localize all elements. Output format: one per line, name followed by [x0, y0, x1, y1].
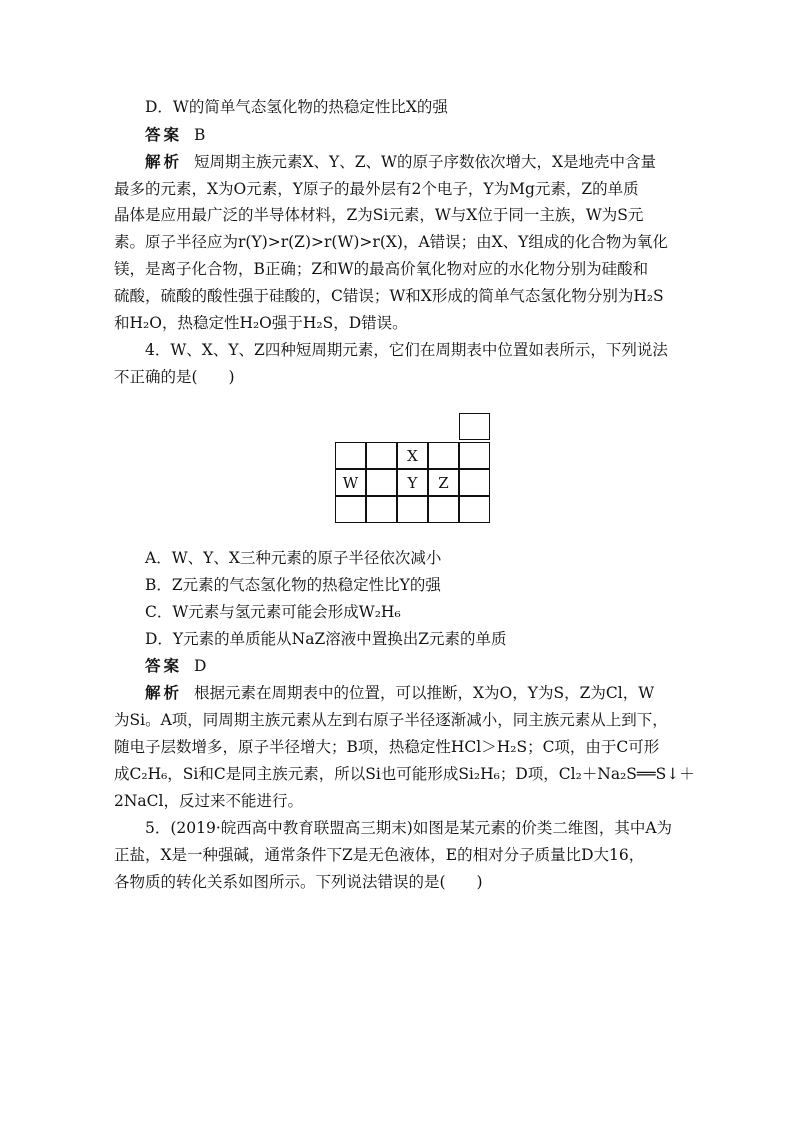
- table-cell: [459, 496, 490, 523]
- question-5-line-1: 5．(2019·皖西高中教育联盟高三期末)如图是某元素的价类二维图，其中A为: [145, 819, 673, 837]
- question-5-line-3: 各物质的转化关系如图所示。下列说法错误的是( ): [114, 873, 483, 891]
- explanation-line-7: 和H₂O，热稳定性H₂O强于H₂S，D错误。: [114, 314, 408, 332]
- explanation-line-4: 素。原子半径应为r(Y)>r(Z)>r(W)>r(X)，A错误；由X、Y组成的化合物为氧化: [114, 233, 668, 251]
- explanation-line-2: 最多的元素，X为O元素，Y原子的最外层有2个电子，Y为Mg元素，Z的单质: [114, 180, 639, 198]
- explanation2-line-5: 2NaCl，反过来不能进行。: [114, 792, 303, 810]
- explanation-line-5: 镁，是离子化合物，B正确；Z和W的最高价氧化物对应的水化物分别为硅酸和: [114, 260, 649, 278]
- table-cell: [366, 442, 397, 469]
- table-cell-z: Z: [428, 469, 459, 496]
- option-b: B．Z元素的气态氢化物的热稳定性比Y的强: [145, 576, 441, 594]
- explanation2-line-3: 随电子层数增多，原子半径增大；B项，热稳定性HCl＞H₂S；C项，由于C可形: [114, 738, 660, 756]
- exp-text: 根据元素在周期表中的位置，可以推断，X为O，Y为S，Z为Cl，W: [194, 684, 655, 702]
- table-cell-y: Y: [397, 469, 428, 496]
- answer-label: 答案: [145, 656, 183, 675]
- table-cell: [459, 442, 490, 469]
- table-cell: [366, 469, 397, 496]
- option-c: C．W元素与氢元素可能会形成W₂H₆: [145, 603, 401, 621]
- answer-value: D: [194, 657, 207, 675]
- explanation2-line-1: [145, 681, 654, 705]
- question-4-line-1: 4．W、X、Y、Z四种短周期元素，它们在周期表中位置如表所示，下列说法: [145, 341, 668, 359]
- line-d-option: D．W的简单气态氢化物的热稳定性比X的强: [145, 98, 448, 116]
- answer-line-2: [145, 654, 206, 678]
- table-cell-w: W: [335, 469, 366, 496]
- table-cell: [459, 413, 490, 440]
- table-cell: [366, 496, 397, 523]
- table-cell: [335, 442, 366, 469]
- answer-value: B: [194, 126, 206, 144]
- exp-text: 短周期主族元素X、Y、Z、W的原子序数依次增大，X是地壳中含量: [194, 153, 657, 171]
- question-5-line-2: 正盐，X是一种强碱，通常条件下Z是无色液体，E的相对分子质量比D大16，: [114, 846, 645, 864]
- table-cell: [428, 442, 459, 469]
- option-a: A．W、Y、X三种元素的原子半径依次减小: [145, 549, 442, 567]
- table-cell: [335, 496, 366, 523]
- question-4-line-2: 不正确的是( ): [114, 368, 235, 386]
- explanation2-line-2: 为Si。A项，同周期主族元素从左到右原子半径逐渐减小，同主族元素从上到下，: [114, 711, 668, 729]
- answer-label: 答案: [145, 125, 183, 144]
- table-cell: [397, 496, 428, 523]
- explanation-line-6: 硫酸，硫酸的酸性强于硅酸的，C错误；W和X形成的简单气态氢化物分别为H₂S: [114, 287, 664, 305]
- explanation-label: 解析: [145, 683, 183, 702]
- table-cell: [428, 496, 459, 523]
- table-cell: [459, 469, 490, 496]
- option-d: D．Y元素的单质能从NaZ溶液中置换出Z元素的单质: [145, 630, 507, 648]
- table-cell-x: X: [397, 442, 428, 469]
- explanation-line-1: [145, 150, 656, 174]
- explanation-line-3: 晶体是应用最广泛的半导体材料，Z为Si元素，W与X位于同一主族，W为S元: [114, 206, 644, 224]
- answer-line-1: [145, 123, 205, 147]
- explanation-label: 解析: [145, 152, 183, 171]
- explanation2-line-4: 成C₂H₆，Si和C是同主族元素，所以Si也可能形成Si₂H₆；D项，Cl₂＋Na₂S══S↓＋: [114, 765, 695, 783]
